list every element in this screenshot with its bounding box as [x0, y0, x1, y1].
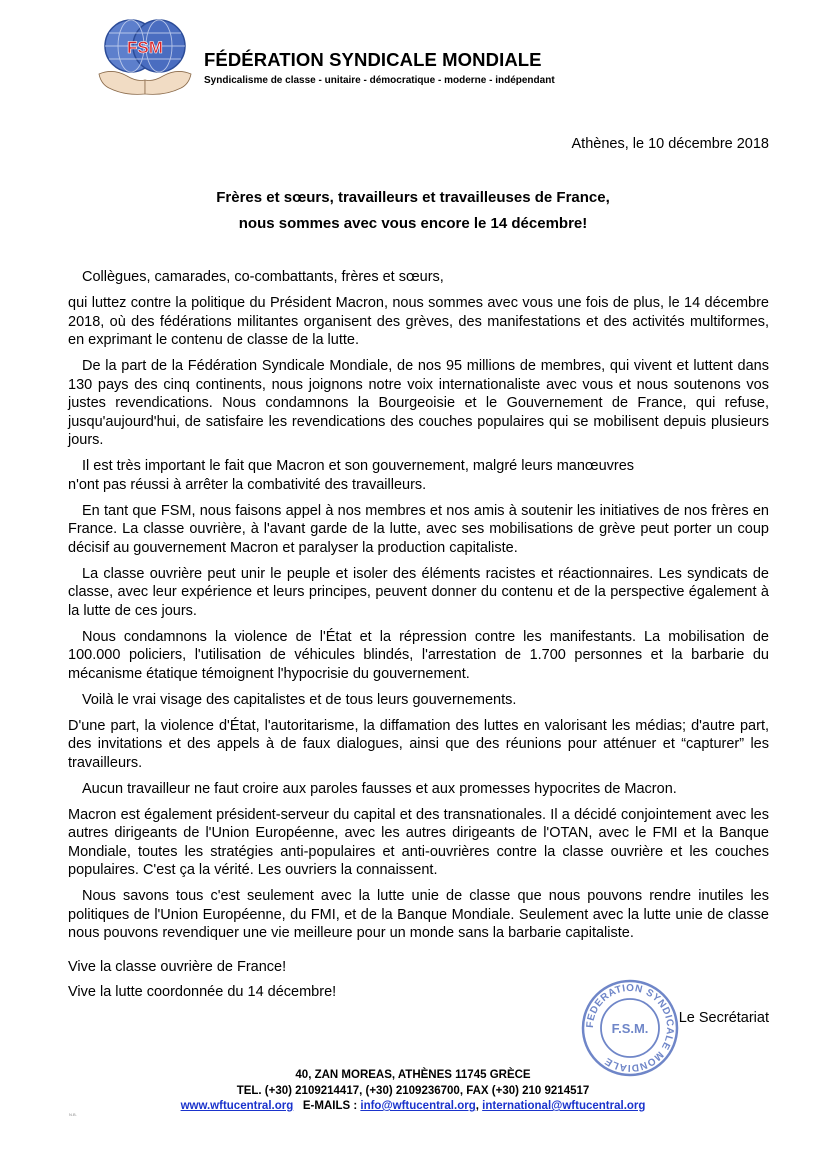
- paragraph-3-line-2: n'ont pas réussi à arrêter la combativité des travailleurs.: [68, 476, 427, 493]
- small-note: N.B.: [69, 1112, 77, 1117]
- paragraph-2: De la part de la Fédération Syndicale Mondiale, de nos 95 millions de membres, qui vivent et luttent dans 130 pays des cinq continents, nous joignons notre voix internationaliste avec vous et nous soutenons vos justes revendications. Nous condamnons la Bourgeoisie et le Gouvernement de France, qui refuse, jusqu'aujourd'hui, de satisfaire les revendications des couches populaires qui se mobilisent depuis plusieurs jours.: [68, 358, 769, 448]
- fsm-stamp: [580, 978, 680, 1078]
- email-international-link[interactable]: international@wftucentral.org: [482, 1100, 646, 1112]
- signature: Le Secrétariat: [678, 1010, 769, 1026]
- paragraph-3-line-1: Il est très important le fait que Macron et son gouvernement, malgré leurs manœuvres: [82, 458, 635, 474]
- paragraph-5: La classe ouvrière peut unir le peuple et isoler des éléments racistes et réactionnaires. Les syndicats de classe, avec leur expérience et leurs principes, peuvent donner du contenu et de la perspective également à la lutte de ces jours.: [68, 565, 769, 619]
- email-info-link[interactable]: info@wftucentral.org: [360, 1100, 476, 1112]
- closing-line-2: Vive la lutte coordonnée du 14 décembre!: [68, 984, 337, 1000]
- letter-title-line-1: Frères et sœurs, travailleurs et travailleuses de France,: [216, 189, 610, 206]
- stamp-ring-text: FEDERATION SYNDICALE MONDIALE: [584, 982, 676, 1074]
- stamp-center-text: F.S.M.: [611, 1021, 649, 1036]
- salutation: Collègues, camarades, co-combattants, frères et sœurs,: [82, 269, 444, 285]
- paragraph-6: Nous condamnons la violence de l'État et la répression contre les manifestants. La mobilisation de 100.000 policiers, l'utilisation de véhicules blindés, l'arrestation de 1.700 personnes et la barbarie du mécanisme étatique témoignent l'hypocrisie du gouvernement.: [68, 628, 769, 682]
- logo-text: FSM: [127, 38, 163, 57]
- dateline: Athènes, le 10 décembre 2018: [571, 136, 769, 152]
- paragraph-4: En tant que FSM, nous faisons appel à nos membres et nos amis à soutenir les initiatives de nos frères en France. La classe ouvrière, à l'avant garde de la lutte, avec ses mobilisations de grève peut porter un coup décisif au gouvernement Macron et paralyser la production capitaliste.: [68, 502, 769, 556]
- website-link[interactable]: www.wftucentral.org: [180, 1100, 294, 1112]
- emails-label: E-MAILS :: [302, 1100, 358, 1112]
- footer-contacts: [0, 1100, 826, 1112]
- paragraph-10: Macron est également président-serveur du capital et des transnationales. Il a décidé conjointement avec les autres dirigeants de l'Union Européenne, avec les autres dirigeants de l'OTAN, avec le FMI et la Banque Mondiale, toutes les stratégies anti-populaires et anti-ouvrières contre la classe ouvrière et les couches populaires. C'est ça la vérité. Les ouvriers la connaissent.: [68, 806, 769, 878]
- paragraph-1: qui luttez contre la politique du Président Macron, nous sommes avec vous une fois de plus, le 14 décembre 2018, où des fédérations militantes organisent des grèves, des manifestations et des activités multiformes, en exprimant le contenu de classe de la lutte.: [68, 295, 769, 348]
- paragraph-7: Voilà le vrai visage des capitalistes et de tous leurs gouvernements.: [82, 691, 517, 708]
- paragraph-11: Nous savons tous c'est seulement avec la lutte unie de classe que nous pouvons rendre inutiles les politiques de l'Union Européenne, du FMI, et de la Banque Mondiale. Seulement avec la lutte unie de classe nous pouvons revendiquer une vie meilleure pour un monde sans la barbarie capitaliste.: [68, 888, 769, 941]
- closing-line-1: Vive la classe ouvrière de France!: [68, 959, 287, 975]
- stamp-seal-icon: [580, 978, 680, 1078]
- paragraph-8: D'une part, la violence d'État, l'autoritarisme, la diffamation des luttes en valorisant les médias; d'autre part, des invitations et des appels à de faux dialogues, ainsi que des réunions pour atténuer et “capturer” les travailleurs.: [68, 717, 769, 771]
- globe-hands-icon: [95, 16, 195, 96]
- footer-phones: TEL. (+30) 2109214417, (+30) 2109236700, FAX (+30) 210 9214517: [236, 1085, 590, 1097]
- email-separator: ,: [475, 1100, 479, 1112]
- fsm-logo: [95, 16, 195, 96]
- letter-title-line-2: nous sommes avec vous encore le 14 décembre!: [238, 215, 588, 232]
- footer-address: 40, ZAN MOREAS, ATHÈNES 11745 GRÈCE: [295, 1069, 531, 1081]
- letter-body: [68, 268, 769, 950]
- paragraph-9: Aucun travailleur ne faut croire aux paroles fausses et aux promesses hypocrites de Macron.: [82, 780, 677, 797]
- org-tagline: Syndicalisme de classe - unitaire - démocratique - moderne - indépendant: [204, 75, 555, 86]
- paragraph-3: [68, 457, 769, 494]
- org-name: FÉDÉRATION SYNDICALE MONDIALE: [204, 49, 542, 70]
